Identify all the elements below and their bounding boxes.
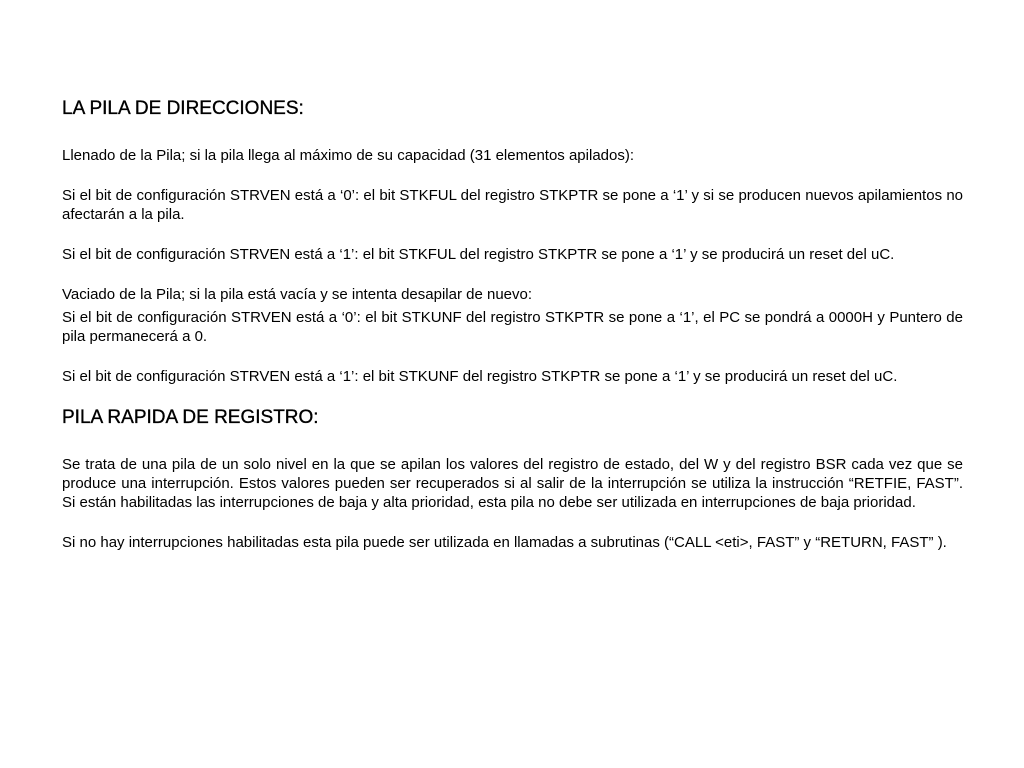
paragraph-strven-0-stkful: Si el bit de configuración STRVEN está a ‘0’: el bit STKFUL del registro STKPTR se pone a ‘1’ y si se producen nuevos apilamientos no afectarán a la pila. — [62, 187, 963, 223]
slide-content — [62, 97, 963, 552]
paragraph-strven-0-stkunf: Si el bit de configuración STRVEN está a ‘0’: el bit STKUNF del registro STKPTR se pone a ‘1’, el PC se pondrá a 0000H y Puntero de pila permanecerá a 0. — [62, 309, 963, 345]
paragraph-vaciado: Vaciado de la Pila; si la pila está vacía y se intenta desapilar de nuevo: — [62, 286, 533, 303]
paragraph-pila-rapida-subrutinas: Si no hay interrupciones habilitadas esta pila puede ser utilizada en llamadas a subrutinas (“CALL <eti>, FAST” y “RETURN, FAST” ). — [62, 534, 947, 551]
paragraph-pila-rapida-descripcion: Se trata de una pila de un solo nivel en la que se apilan los valores del registro de estado, del W y del registro BSR cada vez que se produce una interrupción. Estos valores pueden ser recuperados si al salir de la interrupción se utiliza la instrucción “RETFIE, FAST”. Si están habilitadas las interrupciones de baja y alta prioridad, esta pila no debe ser utilizada en interrupciones de baja prioridad. — [62, 456, 963, 511]
paragraph-strven-1-stkunf: Si el bit de configuración STRVEN está a ‘1’: el bit STKUNF del registro STKPTR se pone a ‘1’ y se producirá un reset del uC. — [62, 368, 898, 385]
heading-pila-rapida: PILA RAPIDA DE REGISTRO: — [62, 407, 319, 428]
paragraph-llenado: Llenado de la Pila; si la pila llega al máximo de su capacidad (31 elementos apilados): — [62, 147, 635, 164]
paragraph-strven-1-stkful: Si el bit de configuración STRVEN está a ‘1’: el bit STKFUL del registro STKPTR se pone a ‘1’ y se producirá un reset del uC. — [62, 246, 895, 263]
heading-pila-direcciones: LA PILA DE DIRECCIONES: — [62, 98, 304, 119]
